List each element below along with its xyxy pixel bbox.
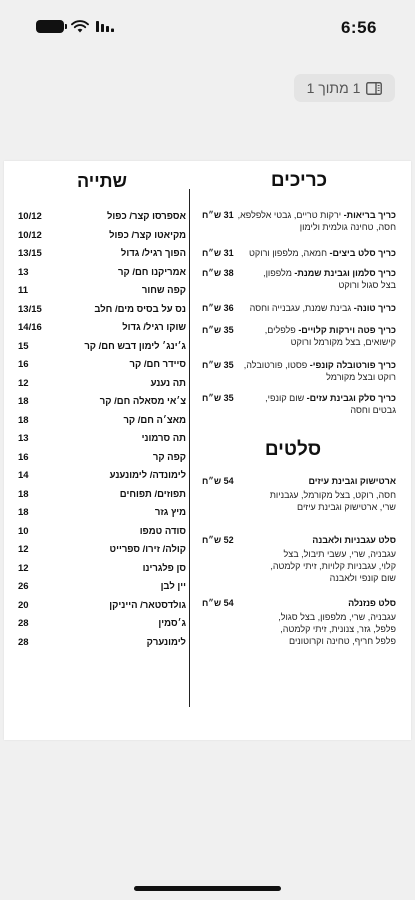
- drink-name: ג׳ינג׳ לימון דבש חם/ קר: [84, 340, 186, 352]
- drink-price: 18: [18, 396, 29, 407]
- battery-icon: [36, 20, 64, 33]
- salad-desc: חסה, רוקט, בצל מקורמל, עגבניות שרי, ארטישוק וגבינת עיזים: [269, 490, 396, 512]
- drink-name: מיץ גזר: [154, 507, 186, 518]
- salad-price: 52 ש״ח: [202, 535, 234, 545]
- sandwich-item-head: [202, 392, 396, 404]
- sandwich-desc: חמאה, מלפפון ורוקט: [249, 248, 330, 258]
- salad-desc: עגבניה, שרי, מלפפון, בצל סגול, פלפל, גזר, צנונית, זיתי קלמטה, פלפל חריף, טחינה וקרוטונים: [278, 612, 396, 646]
- sandwich-name: כריך טונה-: [353, 303, 396, 313]
- drink-price: 14/16: [18, 322, 42, 333]
- drink-row: [18, 230, 186, 249]
- drink-price: 15: [18, 340, 29, 352]
- drink-row: [18, 507, 186, 526]
- drink-name: ג׳סמין: [158, 618, 186, 629]
- drink-row: [18, 267, 186, 286]
- sandwich-desc: שום קונפי,: [265, 393, 307, 403]
- sandwich-desc-continued: גבטים וחסה: [350, 405, 396, 415]
- sandwich-desc: ירקות טריים, גבטי אלפלפא,: [237, 210, 344, 220]
- drinks-list: [18, 211, 186, 655]
- status-icons: [36, 20, 114, 33]
- drink-price: 26: [18, 581, 29, 592]
- sandwich-desc-continued: בצל סגול ורוקט: [338, 280, 396, 290]
- sandwich-name: כריך סלמון וגבינת שמנת-: [294, 268, 396, 278]
- drink-price: 13: [18, 433, 29, 444]
- sandwich-item-head: [202, 209, 396, 221]
- salad-name: סלט פנזנלה: [348, 598, 396, 608]
- sandwich-item-line: [249, 247, 396, 259]
- sandwich-price: 35 ש״ח: [202, 325, 234, 335]
- salad-price: 54 ש״ח: [202, 598, 234, 608]
- sandwich-item-line: [265, 392, 396, 404]
- drink-price: 20: [18, 599, 29, 611]
- drink-name: קפה שחור: [141, 285, 186, 296]
- drink-price: 18: [18, 414, 29, 426]
- drink-price: 16: [18, 359, 29, 370]
- drink-name: אספרסו קצר/ כפול: [106, 211, 186, 222]
- sandwich-item-line: [265, 324, 396, 336]
- drink-price: 13/15: [18, 248, 42, 259]
- sandwich-name: כריך בריאות-: [343, 210, 396, 220]
- sandwich-desc: מלפפון,: [263, 268, 295, 278]
- drink-name: גולדסטאר/ הייניקן: [109, 599, 186, 611]
- sandwich-item-head: [202, 359, 396, 371]
- sandwich-item: [202, 302, 396, 314]
- sandwich-desc-continued: קישואים, בצל מקורמל ורוקט: [290, 337, 396, 347]
- sandwich-name: כריך פטה וירקות קלויים-: [298, 325, 396, 335]
- drink-name: הפוך רגיל/ גדול: [120, 248, 186, 259]
- drink-name: אמריקנו חם/ קר: [118, 266, 186, 278]
- drinks-title: שתייה: [76, 171, 128, 191]
- salad-item-head: [202, 597, 396, 609]
- drink-row: [18, 600, 186, 619]
- sandwich-desc-continued: רוקט ובצל מקורמל: [326, 372, 396, 382]
- drink-row: [18, 285, 186, 304]
- drink-row: [18, 618, 186, 637]
- drink-row: [18, 211, 186, 230]
- drink-price: 11: [18, 285, 29, 296]
- sandwich-desc: גבינת שמנת, עגבנייה וחסה: [249, 303, 354, 313]
- drink-row: [18, 322, 186, 341]
- page-indicator-button[interactable]: [294, 74, 395, 102]
- drink-row: [18, 563, 186, 582]
- drink-row: [18, 433, 186, 452]
- drink-name: קולה/ זירו/ ספרייט: [109, 544, 186, 555]
- drink-name: צ׳אי מסאלה חם/ קר: [99, 396, 186, 407]
- sandwich-item: [202, 247, 396, 259]
- sandwich-item-head: [202, 302, 396, 314]
- sandwich-item-head: [202, 324, 396, 336]
- wifi-icon: [71, 20, 89, 33]
- drink-price: 12: [18, 377, 29, 389]
- sandwich-price: 35 ש״ח: [202, 360, 234, 370]
- drink-name: סיידר חם/ קר: [129, 359, 186, 370]
- drink-row: [18, 415, 186, 434]
- drink-name: תה נענע: [150, 377, 186, 389]
- sandwich-item: [202, 324, 396, 348]
- sandwich-item-line: [263, 267, 396, 279]
- sidebar-icon: [366, 82, 382, 95]
- sandwich-price: 38 ש״ח: [202, 268, 234, 278]
- drink-name: לימונערק: [146, 636, 186, 648]
- drink-row: [18, 489, 186, 508]
- drink-name: נס על בסיס מים/ חלב: [94, 303, 186, 315]
- drink-name: תה סרמוני: [141, 433, 186, 444]
- sandwich-desc: פלפלים,: [264, 325, 299, 335]
- sandwich-price: 36 ש״ח: [202, 303, 234, 313]
- sandwich-price: 35 ש״ח: [202, 393, 234, 403]
- sandwich-name: כריך סלט ביצים-: [329, 248, 396, 258]
- sandwich-item-line: [238, 209, 396, 221]
- menu-document: [4, 161, 411, 740]
- drink-price: 14: [18, 470, 29, 481]
- drink-name: שוקו רגיל/ גדול: [122, 322, 186, 333]
- drink-row: [18, 581, 186, 600]
- sandwich-desc-continued: חסה, טחינה גולמית ולימון: [299, 222, 396, 232]
- sandwich-item-line: [244, 359, 396, 371]
- salad-item-head: [202, 534, 396, 546]
- drink-row: [18, 470, 186, 489]
- column-divider: [189, 189, 190, 707]
- drink-price: 18: [18, 488, 29, 500]
- salad-item: [202, 597, 396, 647]
- salads-title: סלטים: [264, 439, 322, 460]
- drink-name: קפה קר: [152, 451, 186, 463]
- drink-price: 12: [18, 544, 29, 555]
- salad-item: [202, 475, 396, 513]
- drink-name: יין לבן: [160, 581, 186, 592]
- drink-price: 13/15: [18, 303, 42, 315]
- sandwich-item: [202, 267, 396, 291]
- drink-row: [18, 526, 186, 545]
- cellular-signal-icon: [96, 20, 114, 33]
- salad-desc: עגבניה, שרי, עשבי תיבול, בצל קלוי, עגבניות קלויות, זיתי קלמטה, שום קונפי ולאבנה: [270, 549, 396, 583]
- drink-row: [18, 341, 186, 360]
- drink-name: מקיאטו קצר/ כפול: [109, 229, 186, 241]
- sandwich-price: 31 ש״ח: [202, 210, 234, 220]
- drink-price: 10/12: [18, 211, 42, 222]
- drink-row: [18, 452, 186, 471]
- drink-price: 28: [18, 618, 29, 629]
- drink-price: 12: [18, 562, 29, 574]
- drink-name: סן פלגרינו: [142, 562, 186, 574]
- drink-row: [18, 378, 186, 397]
- sandwich-item-head: [202, 267, 396, 279]
- sandwich-item: [202, 209, 396, 233]
- page-indicator-label: 1 מתוך 1: [306, 80, 361, 96]
- salad-price: 54 ש״ח: [202, 476, 234, 486]
- drink-name: מאצ׳ה חם/ קר: [123, 414, 186, 426]
- sandwich-desc: פסטו, פורטובלה,: [243, 360, 310, 370]
- drink-row: [18, 544, 186, 563]
- salad-name: ארטישוק וגבינת עיזים: [308, 476, 396, 486]
- sandwich-item-head: [202, 247, 396, 259]
- drink-price: 28: [18, 636, 29, 648]
- drink-price: 16: [18, 451, 29, 463]
- salad-item-head: [202, 475, 396, 487]
- sandwiches-title: כריכים: [270, 170, 328, 191]
- home-indicator[interactable]: [134, 886, 281, 891]
- sandwich-item: [202, 392, 396, 416]
- drink-price: 10: [18, 525, 29, 537]
- salad-item: [202, 534, 396, 584]
- status-bar: [0, 0, 415, 56]
- salad-name: סלט עגבניות ולאבנה: [312, 535, 396, 545]
- drink-price: 13: [18, 266, 29, 278]
- drink-row: [18, 359, 186, 378]
- sandwich-price: 31 ש״ח: [202, 248, 234, 258]
- drink-row: [18, 304, 186, 323]
- drink-row: [18, 248, 186, 267]
- sandwich-name: כריך סלק וגבינת עזים-: [306, 393, 396, 403]
- drink-name: סודה טמפו: [139, 525, 186, 537]
- sandwich-item: [202, 359, 396, 383]
- drink-row: [18, 396, 186, 415]
- status-time: 6:56: [340, 18, 377, 37]
- drink-name: תפוזים/ תפוחים: [119, 488, 186, 500]
- drink-name: לימונדה/ לימונענע: [109, 470, 186, 481]
- drink-price: 10/12: [18, 229, 42, 241]
- drink-row: [18, 637, 186, 656]
- sandwich-name: כריך פורטובלה קונפי-: [309, 360, 396, 370]
- sandwich-item-line: [250, 302, 396, 314]
- drink-price: 18: [18, 507, 29, 518]
